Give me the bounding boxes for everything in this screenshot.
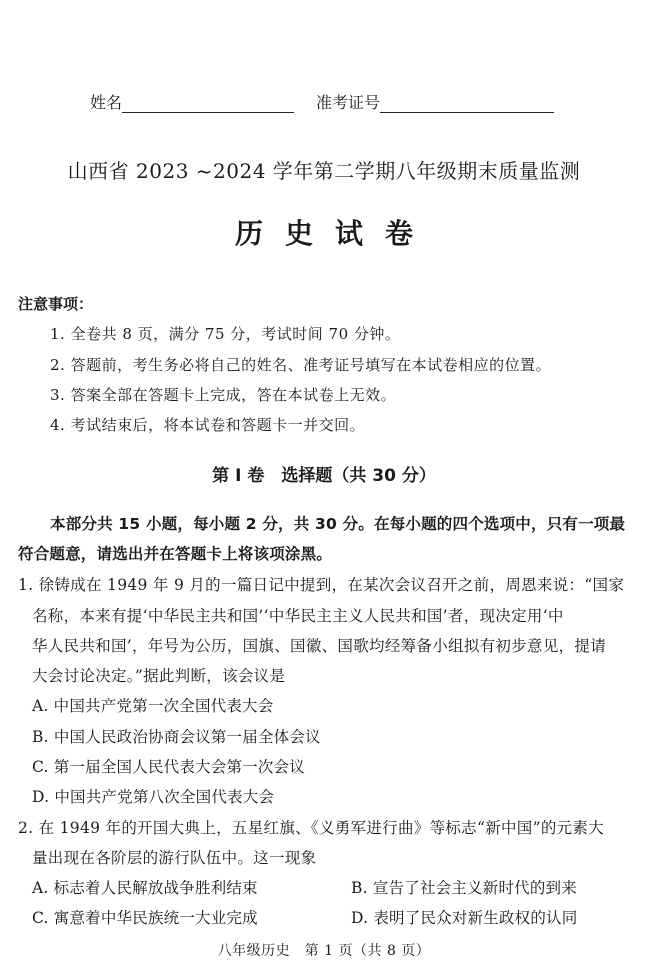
question-2-option-c: C. 寓意着中华民族统一大业完成 (32, 909, 258, 927)
question-1-line: 大会讨论决定。”据此判断，该会议是 (32, 667, 286, 685)
name-label: 姓名 (90, 93, 123, 112)
question-1-option-b: B. 中国人民政治协商会议第一届全体会议 (32, 728, 321, 746)
instructions-line: 本部分共 15 小题，每小题 2 分，共 30 分。在每小题的四个选项中，只有一项最 (50, 515, 626, 533)
question-1-line: 华人民共和国’，年号为公历，国旗、国徽、国歌均经筹备小组拟有初步意见，提请 (32, 637, 607, 655)
exam-title: 山西省 2023 ~2024 学年第二学期八年级期末质量监测 (67, 159, 581, 183)
instructions-line: 符合题意，请选出并在答题卡上将该项涂黑。 (18, 545, 333, 563)
question-2-option-a: A. 标志着人民解放战争胜利结束 (32, 879, 258, 897)
question-2-line: 量出现在各阶层的游行队伍中。这一现象 (32, 849, 317, 867)
exam-id-label: 准考证号 (316, 93, 381, 112)
question-1-option-a: A. 中国共产党第一次全国代表大会 (32, 697, 274, 715)
section-title: 第 Ⅰ 卷 选择题（共 30 分） (212, 466, 436, 486)
question-1-line: 1. 徐铸成在 1949 年 9 月的一篇日记中提到，在某次会议召开之前，周恩来说：“国家 (18, 576, 625, 594)
notice-item: 2. 答题前，考生务必将自己的姓名、准考证号填写在本试卷相应的位置。 (50, 356, 552, 374)
subject-title: 历史试卷 (234, 217, 435, 250)
exam-id-field (316, 90, 554, 113)
notice-item: 3. 答案全部在答题卡上完成，答在本试卷上无效。 (50, 386, 397, 404)
name-blank-line (122, 99, 294, 113)
notice-heading: 注意事项： (18, 295, 94, 313)
question-2-option-d: D. 表明了民众对新生政权的认同 (351, 909, 578, 927)
exam-id-blank-line (380, 99, 554, 113)
question-2-option-b: B. 宣告了社会主义新时代的到来 (351, 879, 577, 897)
page-footer: 八年级历史 第 1 页（共 8 页） (217, 943, 431, 959)
question-1-line: 名称，本来有提‘中华民主共和国’‘中华民主主义人民共和国’者，现决定用‘中 (32, 607, 564, 625)
question-2-line: 2. 在 1949 年的开国大典上，五星红旗、《义勇军进行曲》等标志“新中国”的元素大 (18, 819, 605, 837)
notice-item: 1. 全卷共 8 页，满分 75 分，考试时间 70 分钟。 (50, 325, 401, 343)
notice-item: 4. 考试结束后，将本试卷和答题卡一并交回。 (50, 416, 366, 434)
question-1-option-d: D. 中国共产党第八次全国代表大会 (32, 788, 275, 806)
question-1-option-c: C. 第一届全国人民代表大会第一次会议 (32, 758, 305, 776)
name-field (90, 90, 294, 113)
